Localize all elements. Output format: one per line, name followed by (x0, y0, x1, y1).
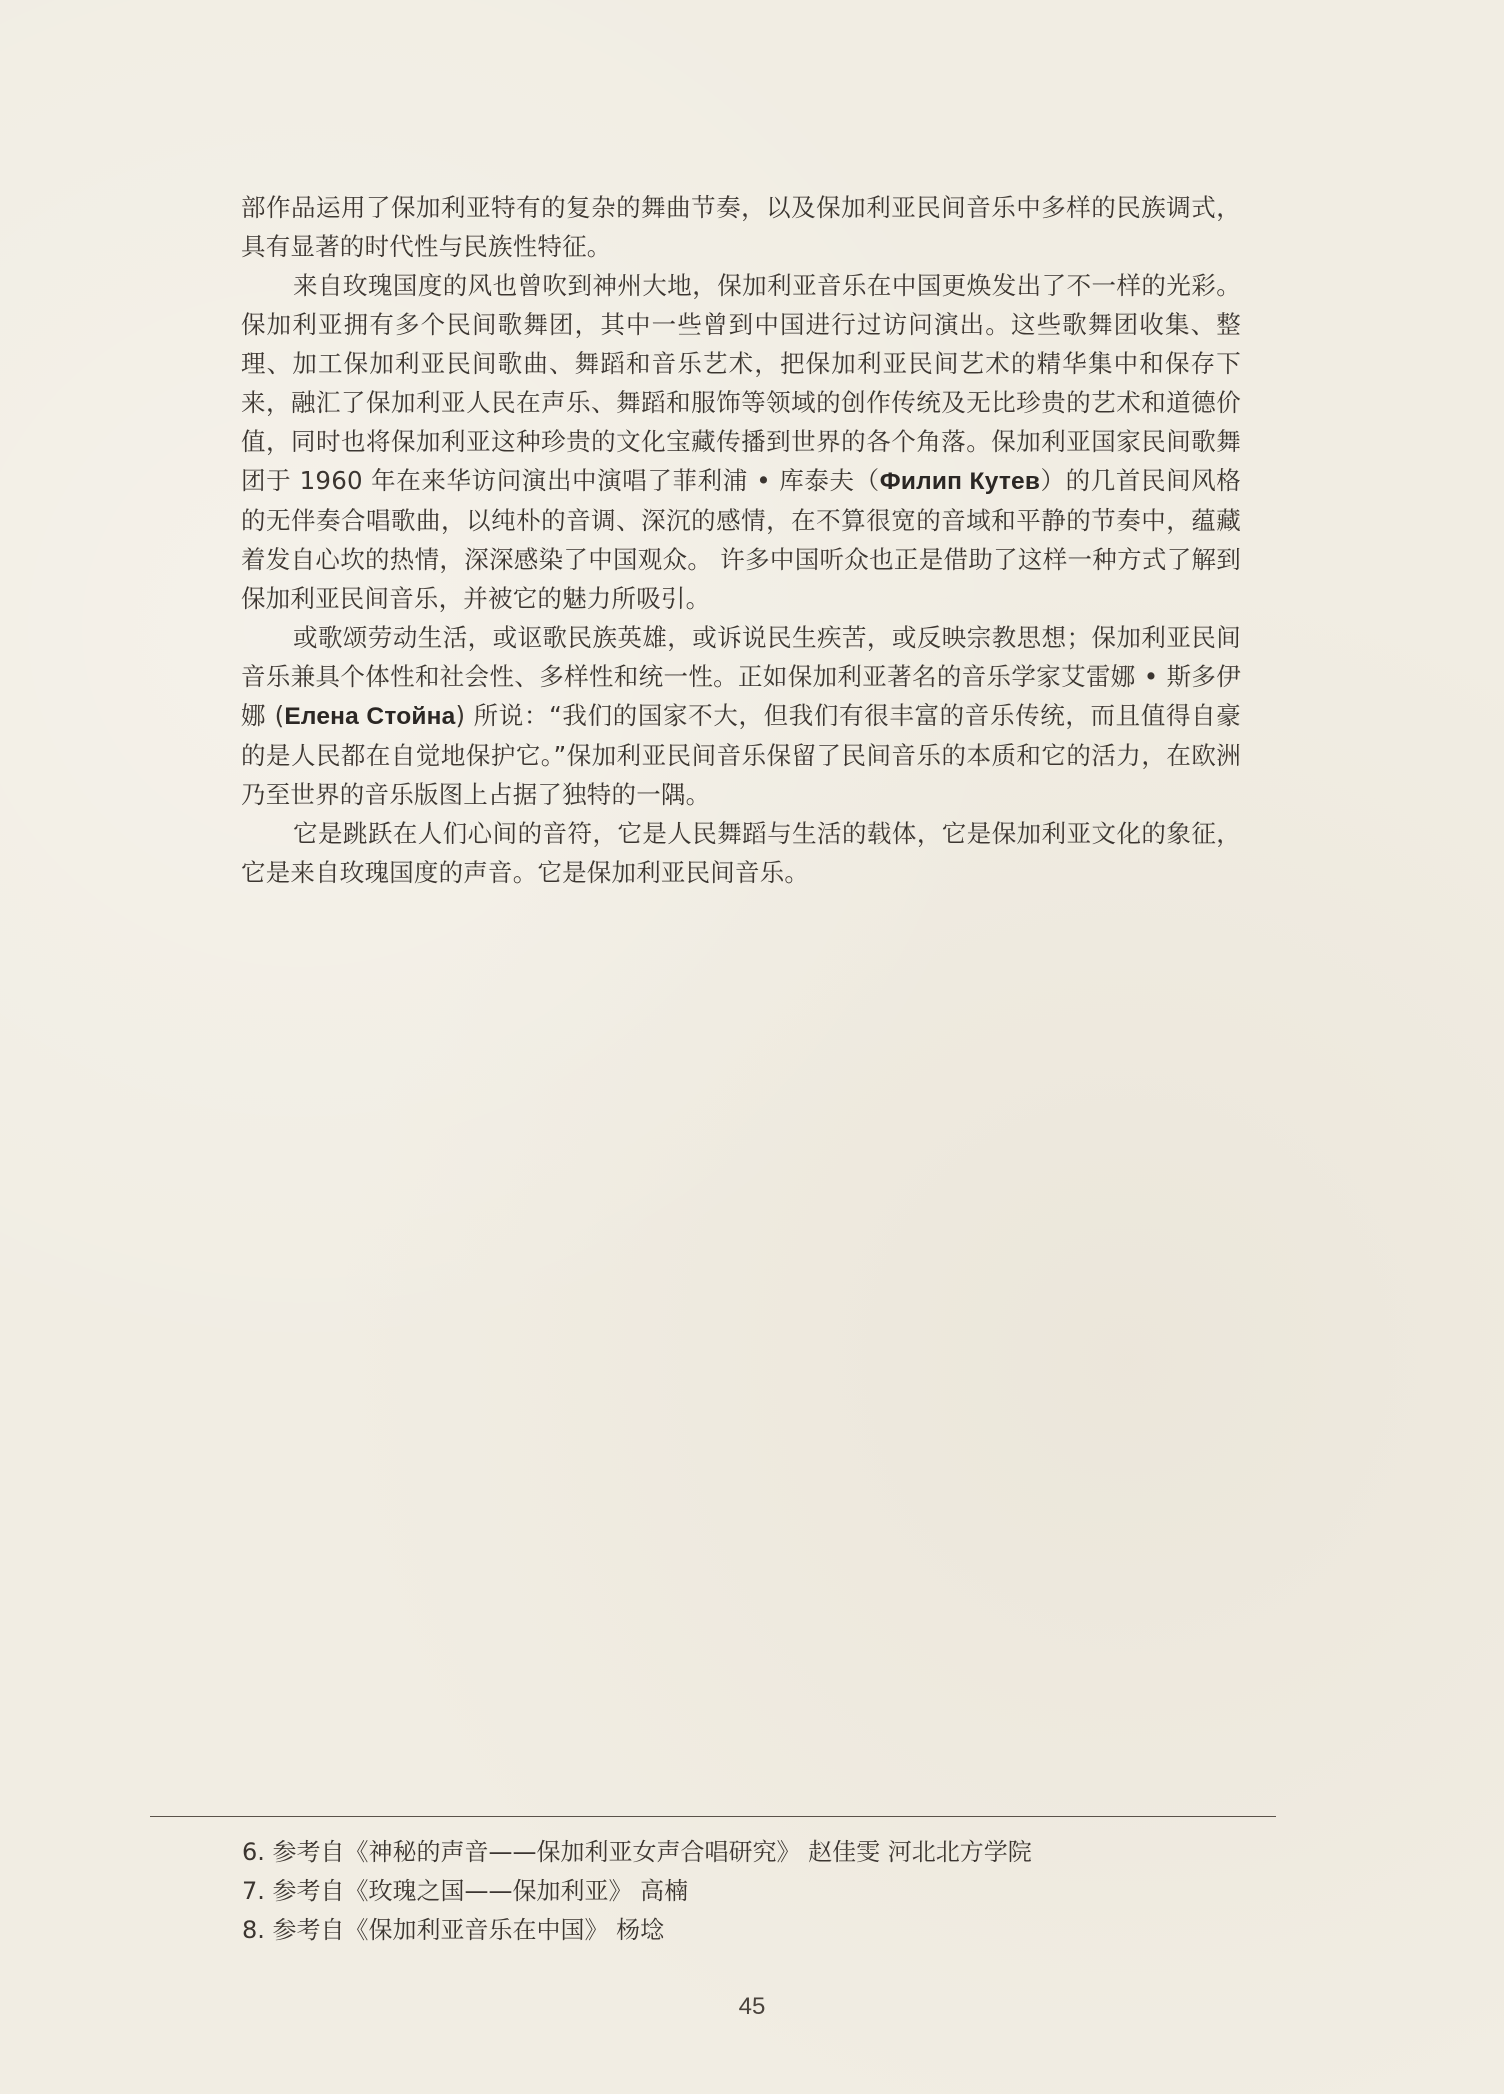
page-number: 45 (738, 1993, 766, 2020)
paragraph (241, 814, 1241, 892)
paragraph (241, 188, 1241, 266)
paragraph-text: 或歌颂劳动生活，或讴歌民族英雄，或诉说民生疾苦，或反映宗教思想；保加利亚民间音乐兼具个体性和社会性、多样性和统一性。正如保加利亚著名的音乐学家艾雷娜 • 斯多伊娜 ( (241, 623, 1241, 730)
footnote: 7. 参考自《玫瑰之国——保加利亚》 高楠 (242, 1877, 689, 1905)
foreign-name: Елена Стойна (284, 703, 456, 730)
paragraph (241, 618, 1241, 814)
paragraph (241, 266, 1241, 618)
footnote: 6. 参考自《神秘的声音——保加利亚女声合唱研究》 赵佳雯 河北北方学院 (242, 1838, 1032, 1866)
paragraph-text: 它是跳跃在人们心间的音符，它是人民舞蹈与生活的载体，它是保加利亚文化的象征，它是来自玫瑰国度的声音。它是保加利亚民间音乐。 (241, 819, 1241, 887)
footnote-divider (150, 1816, 1276, 1817)
body-text (241, 188, 1241, 892)
footnotes (242, 1833, 1242, 1950)
paragraph-text: ) 所说：“我们的国家不大，但我们有很丰富的音乐传统，而且值得自豪的是人民都在自觉地保护它。”保加利亚民间音乐保留了民间音乐的本质和它的活力，在欧洲乃至世界的音乐版图上占据了独特的一隅。 (241, 701, 1241, 809)
paragraph-text: ）的几首民间风格的无伴奏合唱歌曲，以纯朴的音调、深沉的感情，在不算很宽的音域和平静的节奏中，蕴藏着发自心坎的热情，深深感染了中国观众。 许多中国听众也正是借助了这样一种方式了解到保加利亚民间音乐，并被它的魅力所吸引。 (241, 466, 1242, 613)
foreign-name: Филип Кутев (879, 468, 1041, 495)
footnote: 8. 参考自《保加利亚音乐在中国》 杨埝 (242, 1916, 665, 1944)
paragraph-text: 来自玫瑰国度的风也曾吹到神州大地，保加利亚音乐在中国更焕发出了不一样的光彩。保加利亚拥有多个民间歌舞团，其中一些曾到中国进行过访问演出。这些歌舞团收集、整理、加工保加利亚民间歌曲、舞蹈和音乐艺术，把保加利亚民间艺术的精华集中和保存下来，融汇了保加利亚人民在声乐、舞蹈和服饰等领域的创作传统及无比珍贵的艺术和道德价值，同时也将保加利亚这种珍贵的文化宝藏传播到世界的各个角落。保加利亚国家民间歌舞团于 1960 年在来华访问演出中演唱了菲利浦 • 库泰夫（ (241, 271, 1241, 495)
paragraph-text: 部作品运用了保加利亚特有的复杂的舞曲节奏，以及保加利亚民间音乐中多样的民族调式，具有显著的时代性与民族性特征。 (241, 193, 1241, 261)
